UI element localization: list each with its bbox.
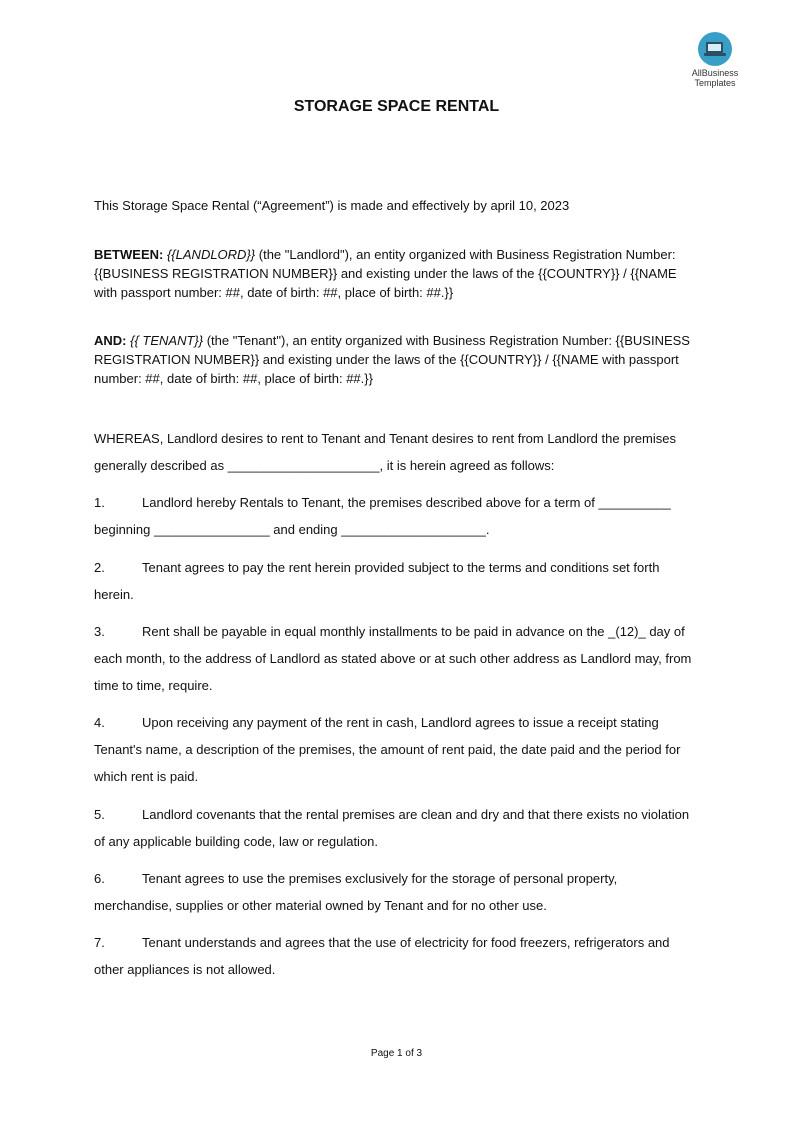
between-text: (the "Landlord"), an entity organized with Business Registration Number: {{BUSINESS REGISTRATION NUMBER}} and existing under the laws of the {{COUNTRY}} / {{NAME with passport number: ##, date of birth: ##, place of birth: ##.}} bbox=[94, 247, 677, 300]
clause-6 bbox=[94, 865, 698, 919]
between-paragraph bbox=[94, 245, 698, 302]
clause-1 bbox=[94, 489, 698, 543]
tenant-placeholder: {{ TENANT}} bbox=[130, 333, 204, 348]
clause-text: Landlord covenants that the rental premises are clean and dry and that there exists no violation of any applicable building code, law or regulation. bbox=[94, 807, 690, 849]
logo-line2: Templates bbox=[694, 78, 736, 88]
and-text: (the "Tenant"), an entity organized with Business Registration Number: {{BUSINESS REGISTRATION NUMBER}} and existing under the laws of the {{COUNTRY}} / {{NAME with passport number: ##, date of birth: ##, place of birth: ##.}} bbox=[94, 333, 690, 386]
clause-number: 2. bbox=[94, 560, 105, 575]
clause-text: Rent shall be payable in equal monthly installments to be paid in advance on the _(12)_ day of each month, to the address of Landlord as stated above or at such other address as Landlord may, from time to time, require. bbox=[94, 624, 692, 693]
page-number: Page 1 of 3 bbox=[370, 1048, 423, 1059]
allbusiness-logo bbox=[684, 32, 746, 88]
logo-line1: AllBusiness bbox=[691, 68, 739, 78]
logo-text bbox=[684, 68, 746, 88]
and-label: AND: bbox=[94, 333, 127, 348]
clause-number: 6. bbox=[94, 871, 105, 886]
clause-4 bbox=[94, 709, 698, 790]
and-paragraph bbox=[94, 331, 698, 388]
clause-7 bbox=[94, 929, 698, 983]
clause-number: 4. bbox=[94, 715, 105, 730]
between-label: BETWEEN: bbox=[94, 247, 164, 262]
clause-number: 7. bbox=[94, 935, 105, 950]
landlord-placeholder: {{LANDLORD}} bbox=[166, 247, 256, 262]
clause-3 bbox=[94, 618, 698, 699]
clause-text: Tenant agrees to pay the rent herein provided subject to the terms and conditions set forth herein. bbox=[94, 560, 660, 602]
whereas-paragraph: WHEREAS, Landlord desires to rent to Tenant and Tenant desires to rent from Landlord the premises generally described as _____________________, it is herein agreed as follows: bbox=[94, 431, 676, 473]
clause-5 bbox=[94, 801, 698, 855]
document-title: STORAGE SPACE RENTAL bbox=[293, 98, 500, 115]
clause-number: 3. bbox=[94, 624, 105, 639]
clause-2 bbox=[94, 554, 698, 608]
clause-number: 1. bbox=[94, 495, 105, 510]
clause-text: Upon receiving any payment of the rent in cash, Landlord agrees to issue a receipt stating Tenant's name, a description of the premises, the amount of rent paid, the date paid and the period for which rent is paid. bbox=[94, 715, 681, 784]
clause-text: Landlord hereby Rentals to Tenant, the premises described above for a term of __________ beginning ________________ and ending ____________________. bbox=[94, 495, 671, 537]
clause-number: 5. bbox=[94, 807, 105, 822]
laptop-icon bbox=[698, 32, 732, 66]
intro-paragraph: This Storage Space Rental (“Agreement”) is made and effectively by april 10, 2023 bbox=[94, 198, 570, 213]
clause-text: Tenant agrees to use the premises exclusively for the storage of personal property, merchandise, supplies or other material owned by Tenant and for no other use. bbox=[94, 871, 618, 913]
clause-text: Tenant understands and agrees that the use of electricity for food freezers, refrigerators and other appliances is not allowed. bbox=[94, 935, 670, 977]
